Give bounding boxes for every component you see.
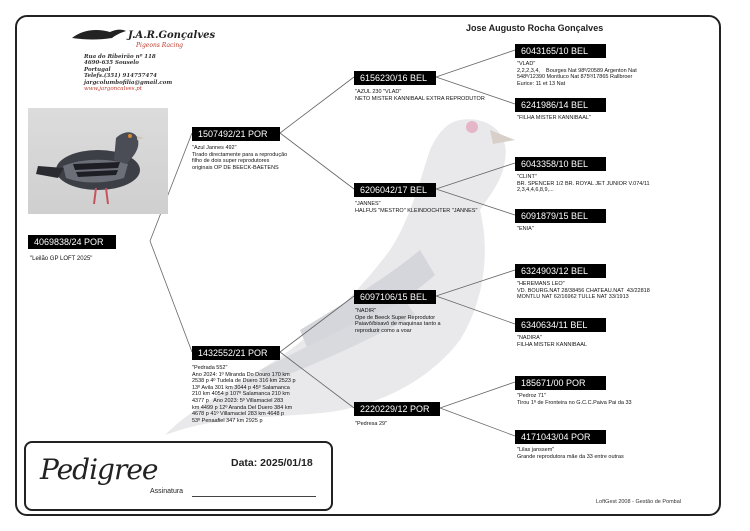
sss-note: "VLAD" 2,2,2,3,4, Bourges Nat 98º/20589 Argenton Nat 548º/12390 Montluco Nat 875º/17865 Rallbroer Eurice: 11 et 13 Nat [517,61,637,87]
dam-dam-ring-tag: 2220229/12 POR [354,402,440,416]
dam-sire-note: "NADIR" Ope de Beeck Super Reprodutor Paiavô/bisavô de maquinas tanto a reproduzir como a voar [355,308,441,334]
contact-block [84,54,172,92]
dss-ring-tag: 6324903/12 BEL [515,264,606,278]
pedigree-date: Data: 2025/01/18 [231,457,313,469]
contact-email: jargcolumbofilia@gmail.com [84,79,173,86]
sds-note: "CLINT" BR. SPENCER 1/2 BR. ROYAL JET JUNIOR V.074/11 2,3,4,4,6,8,9,... [517,174,650,194]
contact-address: Rua do Ribeirão nº 118 [84,54,156,60]
pedigree-signature-box [24,441,333,511]
dss-note: "HEREMANS LEO" VD. BOURG.NAT 28/38456 CHATEAU.NAT 43/22818 MONTLU NAT 62/16962 TULLE NAT 33/1913 [517,281,650,301]
subject-ring-tag: 4069838/24 POR [28,235,116,249]
contact-website: www.jargoncalves.pt [84,86,142,93]
logo-name: J.A.R.Gonçalves [128,30,216,41]
contact-country: Portugal [84,66,111,73]
footer-credit: LoftGest 2008 - Gestão de Pombal [596,499,681,505]
sire-dam-ring-tag: 6206042/17 BEL [354,183,436,197]
logo-subtitle: Pigeons Racing [136,42,184,49]
sdd-note: "ENIA" [517,226,534,232]
ssd-ring-tag: 6241986/14 BEL [515,98,606,112]
dds-note: "Pedroz 71" Tirou 1º de Fronteira no G.C.C.Paiva Pai da 33 [517,393,632,406]
sds-ring-tag: 6043358/10 BEL [515,157,606,171]
sire-dam-note: "JANNES" HALFUS "MESTRO" KLEINDOCHTER "JANNES" [355,201,478,214]
owner-name: Jose Augusto Rocha Gonçalves [466,23,604,33]
pigeon-photo [28,108,168,214]
dds-ring-tag: 185671/00 POR [515,376,606,390]
logo-pigeon-icon [70,26,128,42]
signature-label: Assinatura [150,488,184,495]
dsd-ring-tag: 6340634/11 BEL [515,318,606,332]
dsd-note: "NADIRA" FILHA MISTER KANNIBAAL [517,335,587,348]
dam-note: "Pedrada 552" Ano 2024: 1º Miranda Do Douro 170 km 2538 p 4º Tudela de Duero 316 km 2523 p 13º Avila 301 km 3044 p 45º Salamanca 210 km 4054 p 107º Salamanca 210 km 4377 p Ano 2023: 5º Villamaciel 283 km 4499 p 12º Aranda Del Duero 384 km 4678 p 41º Villamaciel 283 km 4648 p 53º Penaafiel 347 km 2925 p [192,365,296,424]
pigeon-photo-illustration [28,108,168,214]
sire-ring-tag: 1507492/21 POR [192,127,280,141]
sdd-ring-tag: 6091879/15 BEL [515,209,606,223]
dam-ring-tag: 1432552/21 POR [192,346,280,360]
contact-phone: Telefs.(351) 914757474 [84,73,157,80]
contact-postcode: 4690-635 Souselo [84,60,139,67]
dam-dam-note: "Pedresa 29" [355,421,388,427]
sss-ring-tag: 6043165/10 BEL [515,44,606,58]
sire-sire-ring-tag: 6156230/16 BEL [354,71,436,85]
ssd-note: "FILHA MISTER KANNIBAAL" [517,115,591,121]
sire-sire-note: "AZUL 230 "VLAD" NETO MISTER KANNIBAAL EXTRA REPRODUTOR [355,89,485,102]
dam-sire-ring-tag: 6097106/15 BEL [354,290,436,304]
pedigree-title: Pedigree [40,453,158,486]
ddd-ring-tag: 4171043/04 POR [515,430,606,444]
sire-note: "Azul Jannes 492" Tirado directamente para a reprodução filho de dois super reprodutores originais OP DE BEECK-BAETENS [192,145,288,171]
ddd-note: "Lilas janssem" Grande reprodutora mãe da 33 entre outras [517,447,624,460]
subject-note: "Leilão GP LOFT 2025" [30,256,93,262]
signature-line[interactable] [192,496,316,497]
